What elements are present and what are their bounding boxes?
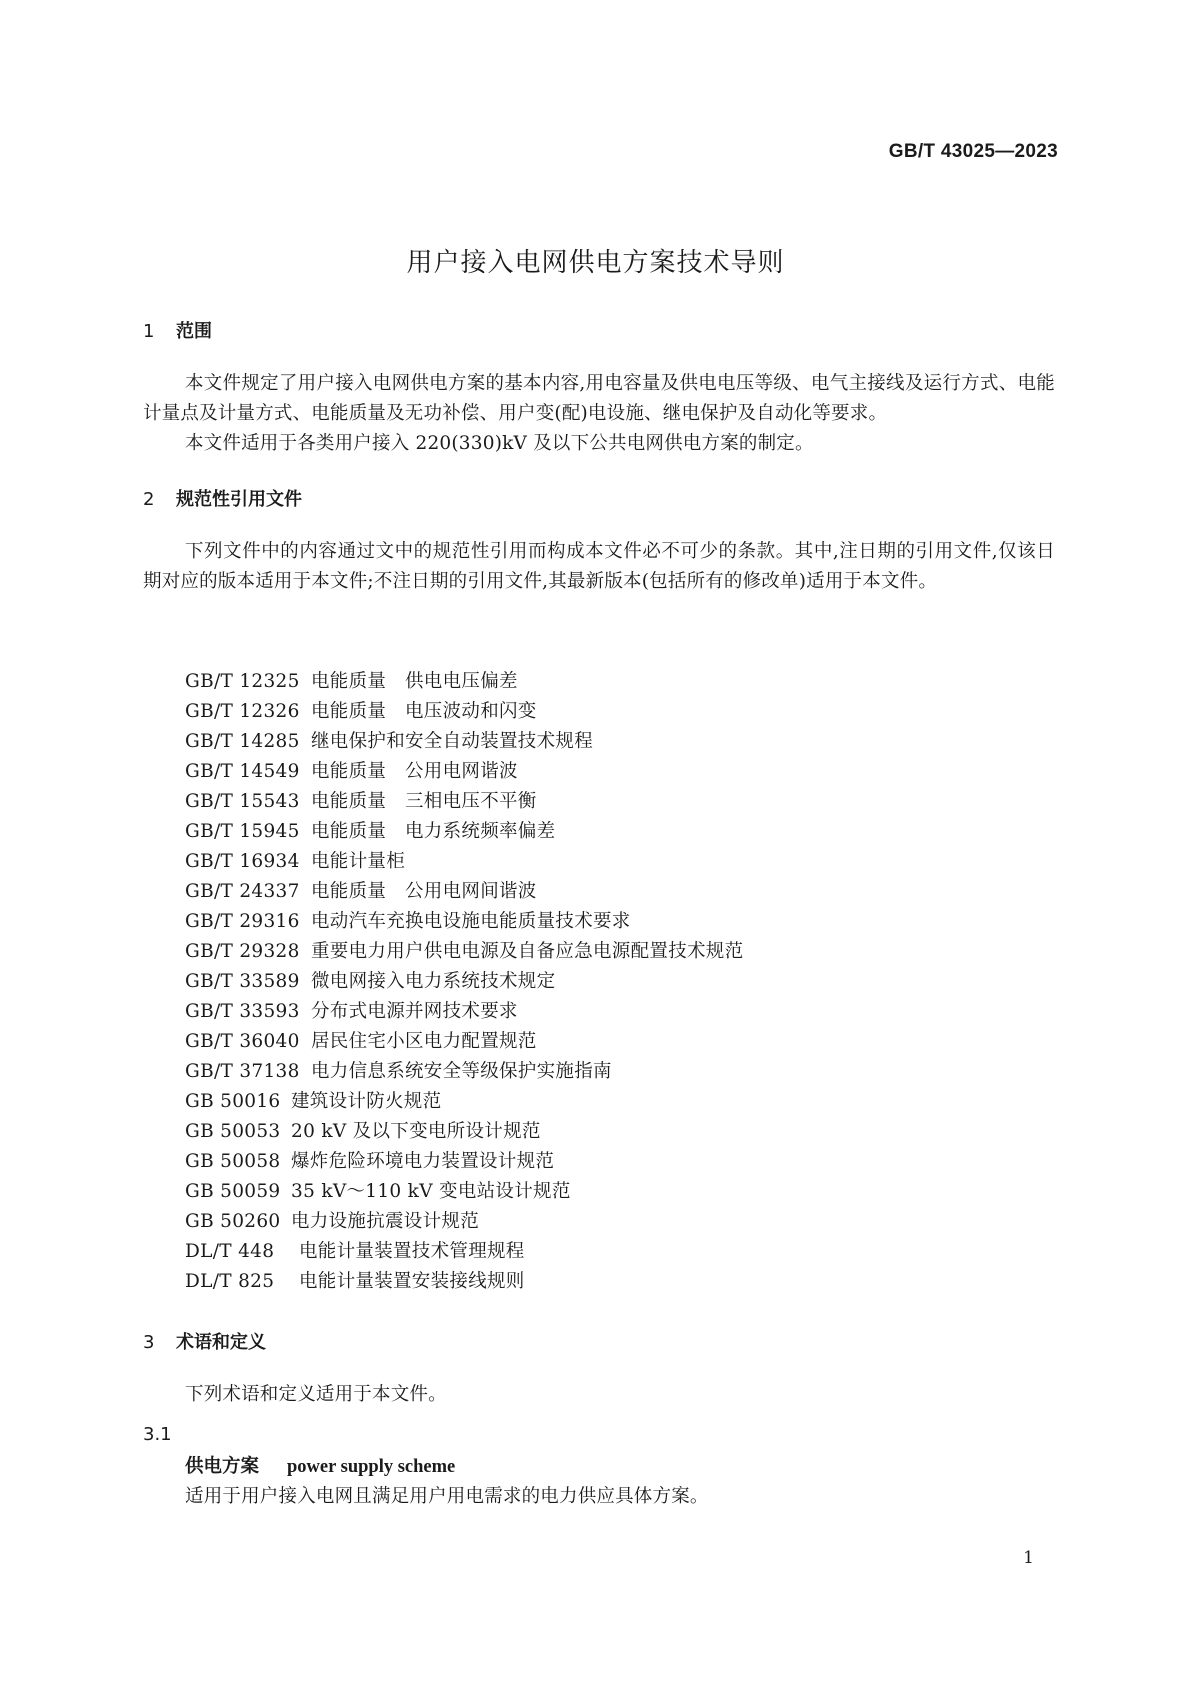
reference-list: [185, 667, 743, 1297]
reference-item: [185, 1237, 743, 1267]
reference-item: [185, 847, 743, 877]
reference-item: [185, 1207, 743, 1237]
reference-item: [185, 937, 743, 967]
reference-title: 分布式电源并网技术要求: [311, 1001, 518, 1022]
reference-code: DL/T 448: [185, 1241, 275, 1262]
reference-title: 重要电力用户供电电源及自备应急电源配置技术规范: [311, 941, 744, 962]
reference-code: GB/T 24337: [185, 881, 300, 902]
reference-title: 35 kV～110 kV 变电站设计规范: [291, 1181, 571, 1202]
reference-item: [185, 1117, 743, 1147]
section-number: 2: [143, 489, 155, 510]
reference-item: [185, 967, 743, 997]
reference-item: [185, 1177, 743, 1207]
reference-item: [185, 1147, 743, 1177]
term-chinese: 供电方案: [185, 1456, 260, 1477]
reference-title: 继电保护和安全自动装置技术规程: [311, 731, 594, 752]
reference-title: 爆炸危险环境电力装置设计规范: [291, 1151, 555, 1172]
reference-code: GB/T 16934: [185, 851, 300, 872]
reference-title: 电能质量 电力系统频率偏差: [311, 821, 556, 842]
terms-intro: 下列术语和定义适用于本文件。: [185, 1384, 447, 1405]
term-entry: [185, 1452, 455, 1482]
reference-title: 电能计量装置安装接线规则: [299, 1271, 525, 1292]
normative-refs-intro: 下列文件中的内容通过文中的规范性引用而构成本文件必不可少的条款。其中,注日期的引用文件,仅该日期对应的版本适用于本文件;不注日期的引用文件,其最新版本(包括所有的修改单)适用于本文件。: [143, 541, 1055, 592]
reference-code: GB/T 15543: [185, 791, 300, 812]
reference-code: GB/T 12326: [185, 701, 300, 722]
reference-title: 电能质量 公用电网间谐波: [311, 881, 537, 902]
reference-title: 电力信息系统安全等级保护实施指南: [311, 1061, 612, 1082]
reference-item: [185, 697, 743, 727]
scope-paragraph-2: 本文件适用于各类用户接入 220(330)kV 及以下公共电网供电方案的制定。: [185, 433, 814, 454]
reference-code: GB/T 29328: [185, 941, 300, 962]
reference-item: [185, 1087, 743, 1117]
reference-code: GB/T 33589: [185, 971, 300, 992]
reference-code: GB/T 36040: [185, 1031, 300, 1052]
standard-number: GB/T 43025—2023: [888, 141, 1058, 162]
reference-code: GB/T 15945: [185, 821, 300, 842]
reference-code: GB 50016: [185, 1091, 281, 1112]
section-title: 规范性引用文件: [176, 489, 302, 510]
reference-code: GB/T 33593: [185, 1001, 300, 1022]
reference-item: [185, 1267, 743, 1297]
reference-code: GB 50059: [185, 1181, 281, 1202]
reference-title: 微电网接入电力系统技术规定: [311, 971, 556, 992]
reference-item: [185, 667, 743, 697]
reference-item: [185, 1057, 743, 1087]
reference-item: [185, 787, 743, 817]
reference-title: 居民住宅小区电力配置规范: [311, 1031, 537, 1052]
reference-item: [185, 877, 743, 907]
reference-title: 电动汽车充换电设施电能质量技术要求: [311, 911, 631, 932]
reference-title: 电能计量装置技术管理规程: [299, 1241, 525, 1262]
section-heading-normative-refs: [143, 485, 302, 511]
reference-item: [185, 727, 743, 757]
reference-code: GB/T 14549: [185, 761, 300, 782]
reference-code: DL/T 825: [185, 1271, 275, 1292]
reference-item: [185, 1027, 743, 1057]
reference-code: GB 50053: [185, 1121, 281, 1142]
reference-title: 电力设施抗震设计规范: [291, 1211, 480, 1232]
reference-code: GB/T 12325: [185, 671, 300, 692]
section-number: 3: [143, 1332, 155, 1353]
reference-title: 20 kV 及以下变电所设计规范: [291, 1121, 541, 1142]
reference-title: 电能计量柜: [311, 851, 406, 872]
reference-title: 电能质量 三相电压不平衡: [311, 791, 537, 812]
term-number: 3.1: [143, 1424, 172, 1445]
reference-item: [185, 997, 743, 1027]
section-heading-terms: [143, 1328, 266, 1354]
reference-title: 电能质量 电压波动和闪变: [311, 701, 537, 722]
scope-paragraph-1: 本文件规定了用户接入电网供电方案的基本内容,用电容量及供电电压等级、电气主接线及运行方式、电能计量点及计量方式、电能质量及无功补偿、用户变(配)电设施、继电保护及自动化等要求。: [143, 373, 1055, 424]
reference-code: GB/T 14285: [185, 731, 300, 752]
document-title: 用户接入电网供电方案技术导则: [406, 248, 785, 278]
reference-title: 电能质量 公用电网谐波: [311, 761, 518, 782]
section-number: 1: [143, 321, 155, 342]
reference-code: GB 50260: [185, 1211, 281, 1232]
page-number: 1: [1023, 1548, 1034, 1568]
reference-item: [185, 907, 743, 937]
section-title: 范围: [176, 321, 212, 342]
reference-code: GB/T 37138: [185, 1061, 300, 1082]
term-definition: 适用于用户接入电网且满足用户用电需求的电力供应具体方案。: [185, 1486, 709, 1507]
reference-title: 电能质量 供电电压偏差: [311, 671, 518, 692]
term-english: power supply scheme: [287, 1457, 456, 1477]
reference-code: GB/T 29316: [185, 911, 300, 932]
section-heading-scope: [143, 317, 212, 343]
section-title: 术语和定义: [176, 1332, 266, 1353]
reference-code: GB 50058: [185, 1151, 281, 1172]
reference-item: [185, 817, 743, 847]
reference-title: 建筑设计防火规范: [291, 1091, 442, 1112]
reference-item: [185, 757, 743, 787]
